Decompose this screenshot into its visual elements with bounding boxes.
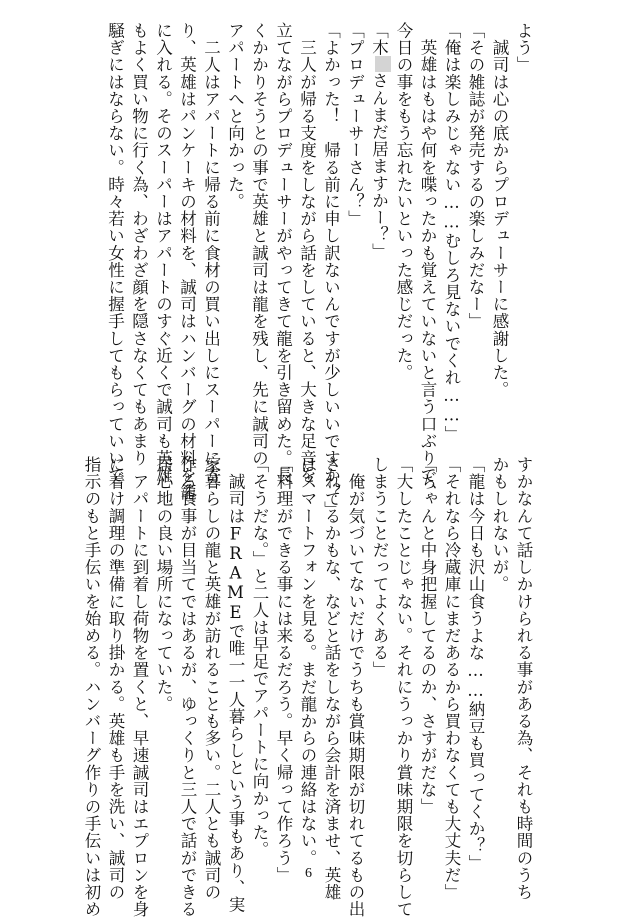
text-column: に着け調理の準備に取り掛かる。英雄も手を洗い、誠司の — [106, 456, 125, 901]
text-column: もよく買い物に行く為、わざわざ顔を隠さなくてもあまり — [129, 22, 149, 467]
text-column: 作る食事が目当てではあるが、ゆっくりと三人で話ができる — [178, 456, 197, 918]
text-column: 誠司は心の底からプロデューサーに感謝した。 — [490, 22, 509, 399]
top-text-block — [103, 22, 536, 518]
bottom-text-block — [79, 456, 535, 918]
text-column: 三人が帰る支度をしながら話をしていると、大きな足音を — [297, 22, 317, 484]
text-column: 「その雑誌が発売するの楽しみだなー」 — [466, 22, 485, 330]
text-column: 「龍は今日も沢山食うよな……納豆も買ってくか？」 — [466, 456, 485, 872]
censor-mask — [375, 56, 391, 72]
text-column: り、英雄はパンケーキの材料を、誠司はハンバーグの材料を籠 — [177, 22, 197, 501]
text-column: 英雄はもはや何を喋ったかも覚えていないと言う口ぶりで、 — [418, 22, 437, 501]
text-column: 「料理ができる事には来るだろう。早く帰って作ろう」 — [274, 456, 293, 884]
masked-line-prefix: 「木 — [369, 22, 389, 57]
text-column: 「よかった！ 帰る前に申し訳ないんですが少しいいですか？」 — [321, 22, 341, 518]
text-column: すかなんて話しかけられる事がある為、それも時間のうち — [514, 456, 533, 901]
text-column: アパートに到着し荷物を置くと、早速誠司はエプロンを身 — [130, 456, 149, 918]
text-column: 「そうだな。」と二人は早足でアパートに向かった。 — [250, 456, 269, 859]
text-column: 指示のもと手伝いを始める。ハンバーグ作りの手伝いは初め — [82, 456, 101, 918]
text-column: 「ちゃんと中身把握してるのか、さすがだな」 — [418, 456, 437, 816]
text-column: 居心地の良い場所になっていた。 — [154, 456, 173, 713]
text-column: 俺が気づいてないだけでうちも賞味期限が切れてるもの出 — [346, 456, 365, 918]
masked-line-suffix: さんまだ居ますかー？」 — [369, 72, 389, 261]
text-column: 立てながらプロデューサーがやってきて龍を引き留めた。長 — [273, 22, 293, 484]
text-column: アパートへと向かった。 — [225, 22, 245, 211]
page-number: 6 — [305, 866, 312, 881]
text-column-masked — [367, 22, 392, 407]
text-column: くかかりそうとの事で英雄と誠司は龍を残し、先に誠司の — [249, 22, 269, 467]
text-column: 二人はアパートに帰る前に食材の買い出しにスーパーに寄 — [201, 22, 221, 484]
text-column: 今日の事をもう忘れたいといった感じだった。 — [394, 22, 413, 382]
text-column: 家暮らしの龍と英雄が訪れることも多い。二人とも誠司の — [202, 456, 221, 901]
text-column: しまうことだってよくある」 — [370, 456, 389, 679]
text-column: かもしれないが。 — [490, 456, 509, 593]
text-column: されてるかもな、などと話をしながら会計を済ませ、英雄 — [322, 456, 341, 901]
text-column: よう」 — [514, 22, 533, 74]
text-column: 「プロデューサーさん？」 — [345, 22, 365, 228]
text-column: に入れる。そのスーパーはアパートのすぐ近くで誠司も英雄 — [153, 22, 173, 484]
text-column: 誠司はFRAMEで唯一一人暮らしという事もあり、実 — [226, 456, 245, 914]
text-column: 騒ぎにはならない。時々若い女性に握手してもらっていいで — [105, 22, 125, 484]
text-column: はスマートフォンを見る。まだ龍からの連絡はない。 — [298, 456, 317, 867]
text-column: 「それなら冷蔵庫にまだあるから買わなくても大丈夫だ」 — [442, 456, 461, 901]
text-column: 「俺は楽しみじゃない……むしろ見ないでくれ……」 — [442, 22, 461, 443]
text-column: 「大したことじゃない。それにうっかり賞味期限を切らして — [394, 456, 413, 918]
